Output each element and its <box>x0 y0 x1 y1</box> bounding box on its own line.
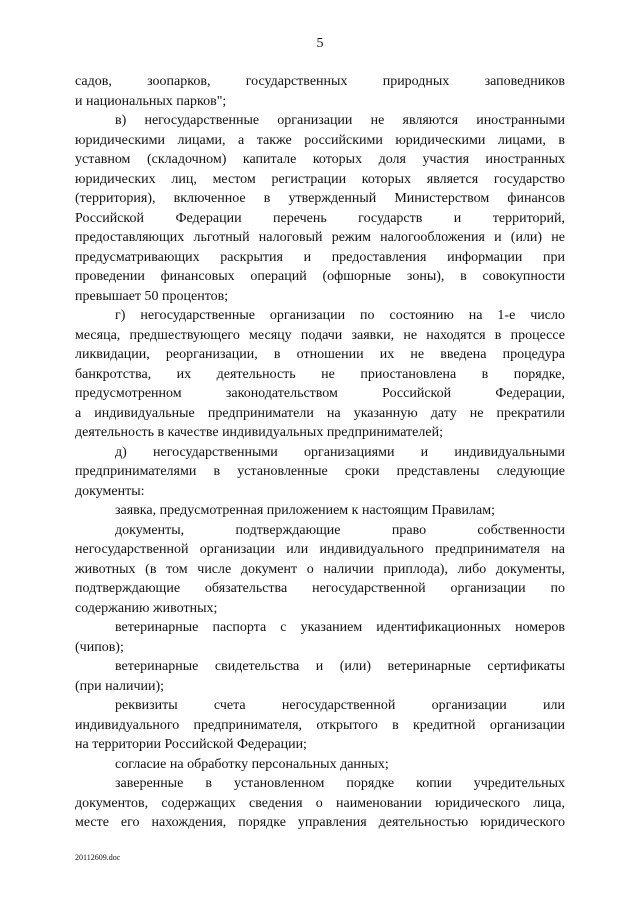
text-line: Российской Федерации перечень государств и территорий, <box>75 210 565 226</box>
text-line: юридическими лицами, а также российскими юридическими лицами, в <box>75 132 565 148</box>
text-line: месяца, предшествующего месяцу подачи заявки, не находятся в процессе <box>75 327 565 343</box>
text-line: уставном (складочном) капитале которых доля участия иностранных <box>75 152 565 167</box>
text-line: (чипов); <box>75 639 124 655</box>
text-line: предпринимателями в установленные сроки представлены следующие <box>75 464 565 479</box>
footer-filename: 20112609.doc <box>75 853 121 862</box>
text-line: индивидуального предпринимателя, открытого в кредитной организации <box>75 717 565 733</box>
text-line: месте его нахождения, порядке управления деятельностью юридического <box>75 815 565 830</box>
text-line: ветеринарные паспорта с указанием идентификационных номеров <box>115 620 565 635</box>
text-line: банкротства, их деятельность не приостановлена в порядке, <box>75 366 565 382</box>
text-line: деятельность в качестве индивидуальных предпринимателей; <box>75 425 443 440</box>
text-line: документы: <box>75 483 145 499</box>
text-line: и национальных парков"; <box>75 93 227 109</box>
text-line: г) негосударственные организации по состоянию на 1-е число <box>115 308 565 323</box>
text-line: на территории Российской Федерации; <box>75 737 307 752</box>
text-line: юридических лиц, местом регистрации которых является государство <box>75 171 565 187</box>
page-number: 5 <box>316 36 324 51</box>
text-line: д) негосударственными организациями и индивидуальными <box>115 444 565 460</box>
body-text <box>75 72 565 833</box>
text-line: предусмотренном законодательством Российской Федерации, <box>75 386 565 401</box>
text-line: содержанию животных; <box>75 600 218 616</box>
text-line: предусматривающих раскрытия и предоставления информации при <box>75 249 565 265</box>
text-line: превышает 50 процентов; <box>75 288 229 304</box>
text-line: заявка, предусмотренная приложением к настоящим Правилам; <box>115 503 495 518</box>
text-line: ветеринарные свидетельства и (или) ветеринарные сертификаты <box>115 659 565 674</box>
text-line: проведении финансовых операций (офшорные зоны), в совокупности <box>75 269 565 284</box>
text-line: (территория), включенное в утвержденный Министерством финансов <box>75 191 565 206</box>
text-line: ликвидации, реорганизации, в отношении их не введена процедура <box>75 347 565 362</box>
text-line: садов, зоопарков, государственных природных заповедников <box>75 74 565 89</box>
text-line: а индивидуальные предприниматели на указанную дату не прекратили <box>75 405 565 421</box>
text-line: в) негосударственные организации не являются иностранными <box>115 113 565 128</box>
text-line: документы, подтверждающие право собственности <box>115 522 565 538</box>
text-line: подтверждающие обязательства негосударственной организации по <box>75 581 565 596</box>
text-line: (при наличии); <box>75 678 165 694</box>
text-line: заверенные в установленном порядке копии учредительных <box>115 776 565 791</box>
text-line: предоставляющих льготный налоговый режим налогообложения и (или) не <box>75 230 565 245</box>
text-line: согласие на обработку персональных данных; <box>115 756 389 772</box>
text-line: негосударственной организации или индивидуального предпринимателя на <box>75 542 565 557</box>
text-line: реквизиты счета негосударственной организации или <box>115 698 565 713</box>
text-line: животных (в том числе документ о наличии приплода), либо документы, <box>75 561 565 577</box>
text-line: документов, содержащих сведения о наименовании юридического лица, <box>75 795 565 811</box>
